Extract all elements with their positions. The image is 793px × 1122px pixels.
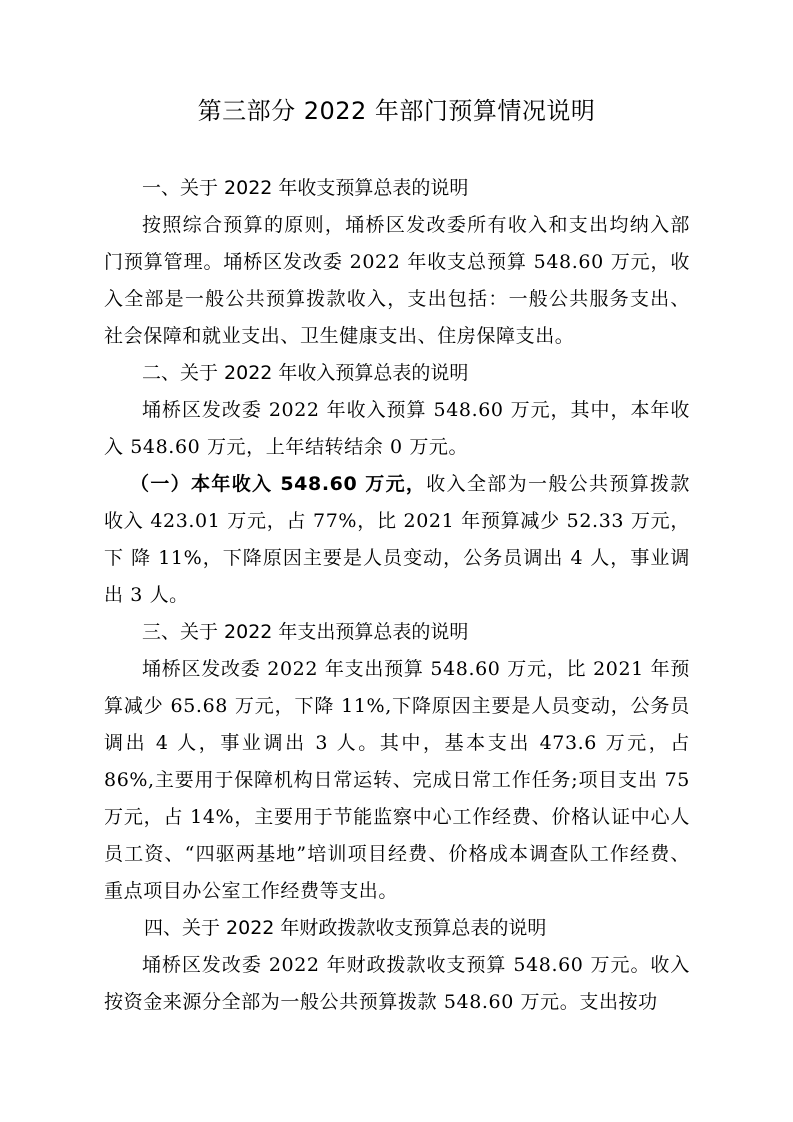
- page-title: 第三部分 2022 年部门预算情况说明: [197, 97, 596, 125]
- section-2-paragraph: 埇桥区发改委 2022 年收入预算 548.60 万元，其中，本年收入 548.60 万元，上年结转结余 0 万元。: [104, 399, 690, 458]
- section-2-sub-lead: （一）本年收入 548.60 万元，: [130, 473, 427, 495]
- section-2-subparagraph: [104, 466, 690, 614]
- section-4-heading: 四、关于 2022 年财政拨款收支预算总表的说明: [144, 917, 547, 939]
- section-3-paragraph: 埇桥区发改委 2022 年支出预算 548.60 万元，比 2021 年预算减少 65.68 万元，下降 11%,下降原因主要是人员变动，公务员调出 4 人，事业调出 3 人。其中，基本支出 473.6 万元，占 86%,主要用于保障机构日常运转、完成日常工作任务;项目支出 75 万元，占 14%，主要用于节能监察中心工作经费、价格认证中心人员工资、“四驱两基地”培训项目经费、价格成本调查队工作经费、重点项目办公室工作经费等支出。: [104, 658, 690, 902]
- section-4-paragraph: 埇桥区发改委 2022 年财政拨款收支预算 548.60 万元。收入按资金来源分全部为一般公共预算拨款 548.60 万元。支出按功: [104, 954, 690, 1013]
- document-body: [104, 170, 690, 1021]
- section-2-heading: 二、关于 2022 年收入预算总表的说明: [142, 362, 469, 384]
- section-1-heading: 一、关于 2022 年收支预算总表的说明: [142, 177, 469, 199]
- section-2-sub-text: 收入全部为一般公共预算拨款收入 423.01 万元，占 77%，比 2021 年预算减少 52.33 万元，下 降 11%，下降原因主要是人员变动，公务员调出 4 人，事业调出 3 人。: [104, 473, 690, 606]
- section-3-heading: 三、关于 2022 年支出预算总表的说明: [142, 621, 469, 643]
- section-1-paragraph: 按照综合预算的原则，埇桥区发改委所有收入和支出均纳入部门预算管理。埇桥区发改委 2022 年收支总预算 548.60 万元，收入全部是一般公共预算拨款收入，支出包括：一般公共服务支出、社会保障和就业支出、卫生健康支出、住房保障支出。: [104, 214, 690, 347]
